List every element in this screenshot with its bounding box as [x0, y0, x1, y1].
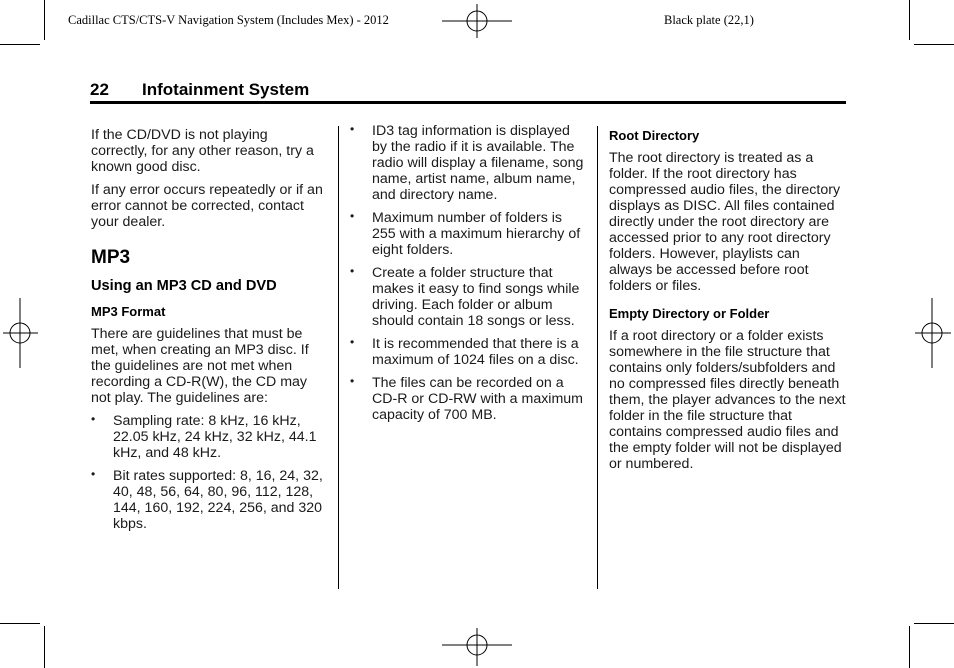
list-item-text: ID3 tag information is displayed by the radio if it is available. The radio will display a filename, song name, artist name, album name, and directory name. — [372, 123, 584, 203]
bullet-list — [350, 123, 588, 423]
page-number: 22 — [90, 80, 109, 99]
section-title: Infotainment System — [142, 80, 310, 99]
bullet-icon: • — [350, 264, 355, 278]
column-1 — [91, 127, 323, 539]
bullet-icon: • — [350, 374, 355, 388]
bullet-list — [91, 413, 323, 532]
registration-crosshair-icon — [0, 296, 40, 370]
column-3 — [609, 128, 846, 479]
list-item — [350, 210, 588, 258]
heading-empty-directory: Empty Directory or Folder — [609, 306, 770, 321]
crop-mark — [914, 623, 954, 624]
bullet-icon: • — [350, 335, 355, 349]
paragraph: The root directory is treated as a folder. If the root directory has compressed audio files, the directory displays as DISC. All files contained directly under the root directory are accessed prior to any root directory folders. However, playlists can always be accessed before root folders or files. — [609, 150, 841, 294]
heading-using-mp3: Using an MP3 CD and DVD — [91, 278, 277, 294]
list-item — [350, 123, 588, 203]
plate-label: Black plate (22,1) — [664, 13, 754, 27]
column-divider — [597, 126, 598, 589]
heading-mp3: MP3 — [91, 247, 131, 268]
crop-mark — [44, 626, 45, 668]
bullet-icon: • — [350, 209, 355, 223]
paragraph: If a root directory or a folder exists somewhere in the file structure that contains only folders/subfolders and no compressed files directly beneath them, the player advances to the next folder in the file structure that contains compressed audio files and the empty folder will not be displayed or numbered. — [609, 328, 846, 472]
section-heading — [90, 80, 846, 100]
crop-mark — [909, 626, 910, 668]
column-divider — [338, 126, 339, 589]
crop-mark — [914, 44, 954, 45]
column-2 — [350, 123, 588, 430]
document-title: Cadillac CTS/CTS-V Navigation System (Includes Mex) - 2012 — [68, 13, 389, 27]
list-item-text: Create a folder structure that makes it easy to find songs while driving. Each folder or album should contain 18 songs or less. — [372, 265, 580, 329]
section-rule — [90, 101, 846, 104]
list-item — [350, 375, 588, 423]
bullet-icon: • — [350, 122, 355, 136]
bullet-icon: • — [91, 467, 96, 481]
paragraph: If any error occurs repeatedly or if an error cannot be corrected, contact your dealer. — [91, 182, 323, 230]
registration-crosshair-icon — [914, 296, 954, 370]
heading-root-directory: Root Directory — [609, 128, 700, 143]
heading-mp3-format: MP3 Format — [91, 304, 166, 319]
crop-mark — [0, 623, 40, 624]
paragraph: If the CD/DVD is not playing correctly, for any other reason, try a known good disc. — [91, 127, 314, 175]
list-item — [91, 413, 323, 461]
list-item-text: Bit rates supported: 8, 16, 24, 32, 40, 48, 56, 64, 80, 96, 112, 128, 144, 160, 192, 224, 256, and 320 kbps. — [113, 468, 323, 532]
registration-crosshair-icon — [440, 0, 514, 40]
paragraph: There are guidelines that must be met, when creating an MP3 disc. If the guidelines are not met when recording a CD-R(W), the CD may not play. The guidelines are: — [91, 326, 309, 406]
list-item — [350, 265, 588, 329]
list-item — [350, 336, 588, 368]
registration-crosshair-icon — [440, 626, 514, 668]
crop-mark — [0, 44, 40, 45]
list-item-text: It is recommended that there is a maximum of 1024 files on a disc. — [372, 336, 579, 368]
crop-mark — [44, 0, 45, 40]
list-item — [91, 468, 323, 532]
list-item-text: Sampling rate: 8 kHz, 16 kHz, 22.05 kHz, 24 kHz, 32 kHz, 44.1 kHz, and 48 kHz. — [113, 413, 317, 461]
crop-mark — [909, 0, 910, 40]
bullet-icon: • — [91, 412, 96, 426]
list-item-text: Maximum number of folders is 255 with a maximum hierarchy of eight folders. — [372, 210, 581, 258]
list-item-text: The files can be recorded on a CD-R or CD-RW with a maximum capacity of 700 MB. — [372, 375, 583, 423]
